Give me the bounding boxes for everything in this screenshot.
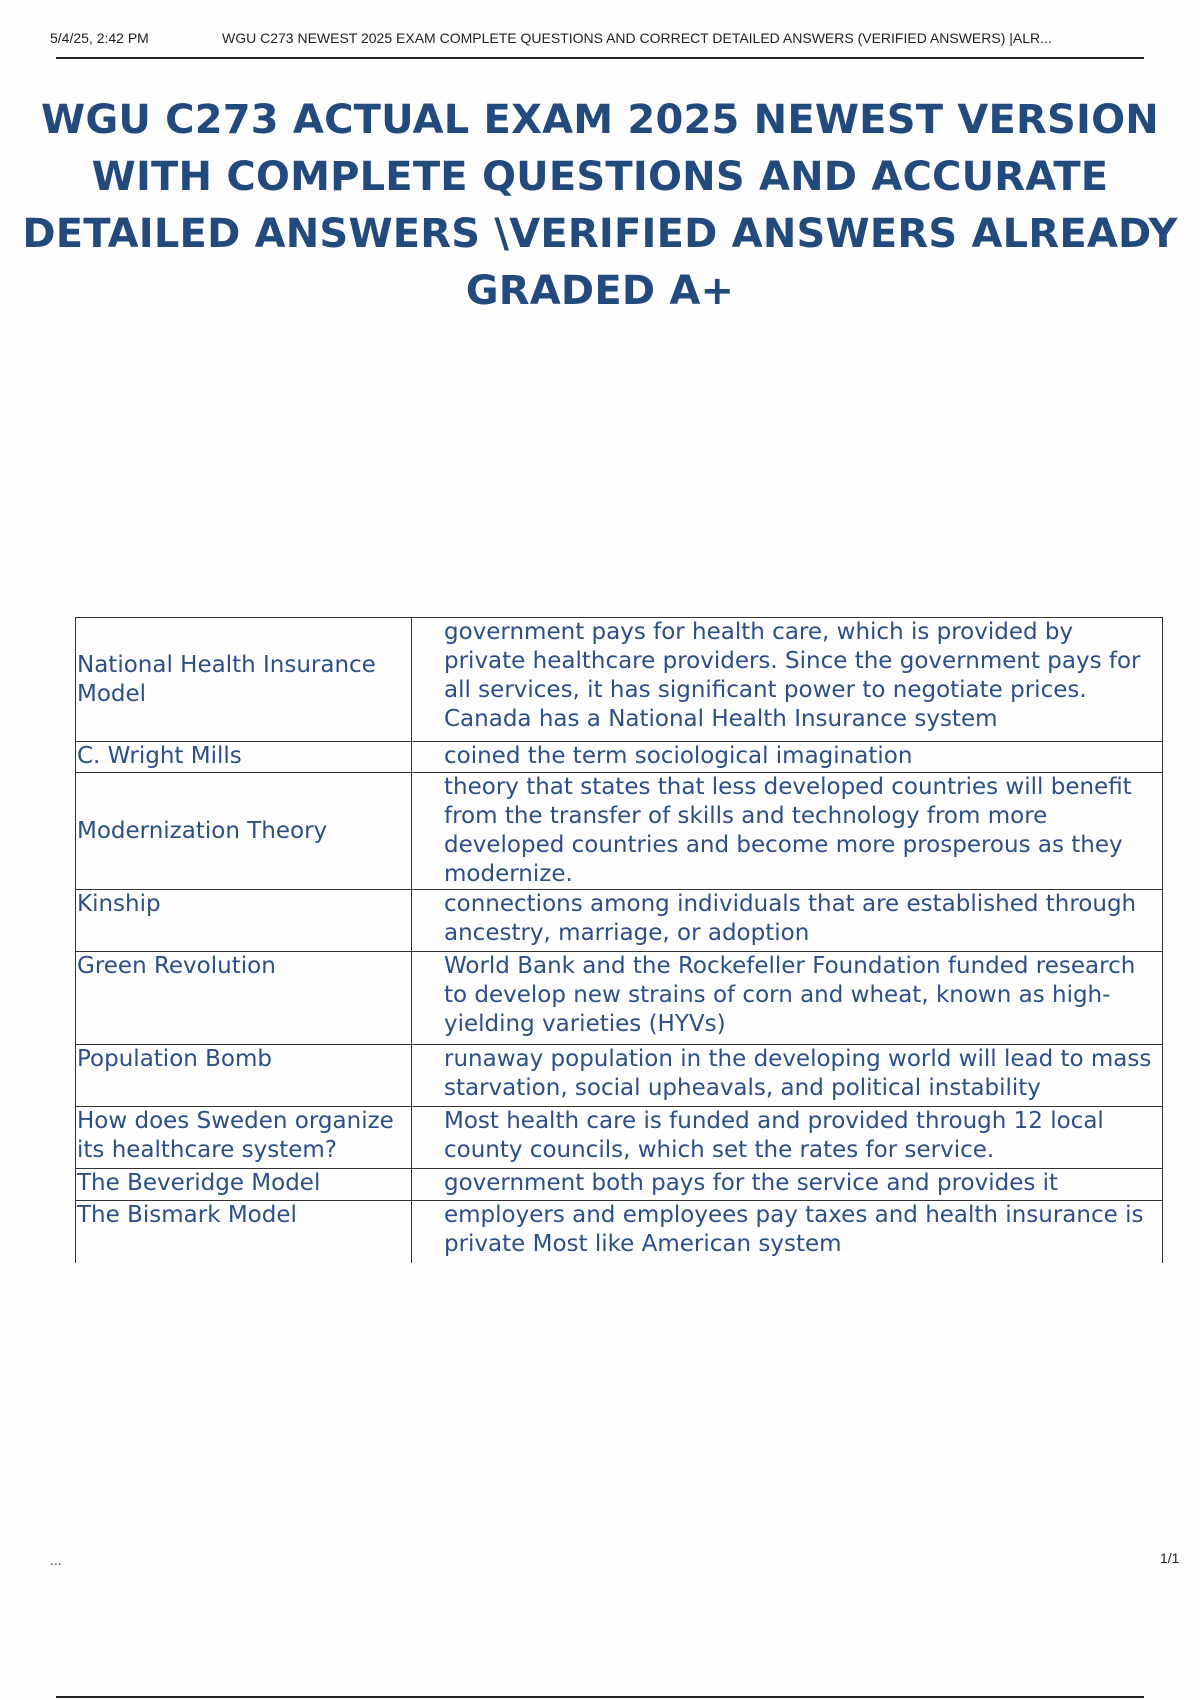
table-row: [76, 1201, 1163, 1263]
print-header: [50, 28, 1180, 50]
table-row: [76, 890, 1163, 952]
table-row: [76, 1169, 1163, 1201]
print-document-title: WGU C273 NEWEST 2025 EXAM COMPLETE QUESTIONS AND CORRECT DETAILED ANSWERS (VERIFIED ANSWERS) |ALR...: [222, 30, 1052, 46]
print-timestamp: 5/4/25, 2:42 PM: [50, 30, 149, 46]
table-row: [76, 952, 1163, 1045]
definition-cell: World Bank and the Rockefeller Foundation funded research to develop new strains of corn and wheat, known as high-yielding varieties (HYVs): [412, 952, 1163, 1045]
term-cell: The Bismark Model: [76, 1201, 412, 1263]
footer-ellipsis: ...: [50, 1552, 62, 1568]
page-title-line: DETAILED ANSWERS \VERIFIED ANSWERS ALREADY: [22, 211, 1178, 257]
definition-cell: government pays for health care, which is provided by private healthcare providers. Since the government pays for all services, it has significant power to negotiate prices. Canada has a National Health Insurance system: [412, 618, 1163, 742]
table-row: [76, 1107, 1163, 1169]
page-number: 1/1: [1160, 1550, 1180, 1566]
header-divider: [56, 57, 1144, 59]
definition-cell: coined the term sociological imagination: [412, 742, 1163, 773]
term-cell: National Health Insurance Model: [76, 618, 412, 742]
page-title-line: WITH COMPLETE QUESTIONS AND ACCURATE: [91, 154, 1109, 200]
term-cell: Green Revolution: [76, 952, 412, 1045]
term-cell: The Beveridge Model: [76, 1169, 412, 1201]
definition-cell: government both pays for the service and provides it: [412, 1169, 1163, 1201]
definition-cell: connections among individuals that are established through ancestry, marriage, or adoption: [412, 890, 1163, 952]
footer-divider: [56, 1696, 1144, 1698]
definition-cell: employers and employees pay taxes and health insurance is private Most like American system: [412, 1201, 1163, 1263]
table-row: [76, 1045, 1163, 1107]
table-row: [76, 618, 1163, 742]
term-cell: Kinship: [76, 890, 412, 952]
page-title: [20, 92, 1180, 320]
term-cell: Population Bomb: [76, 1045, 412, 1107]
definition-cell: Most health care is funded and provided through 12 local county councils, which set the rates for service.: [412, 1107, 1163, 1169]
page-title-line: GRADED A+: [465, 268, 735, 314]
page-title-line: WGU C273 ACTUAL EXAM 2025 NEWEST VERSION: [41, 97, 1159, 143]
term-cell: Modernization Theory: [76, 773, 412, 890]
definition-cell: runaway population in the developing world will lead to mass starvation, social upheavals, and political instability: [412, 1045, 1163, 1107]
term-cell: C. Wright Mills: [76, 742, 412, 773]
term-cell: How does Sweden organize its healthcare system?: [76, 1107, 412, 1169]
definition-cell: theory that states that less developed countries will benefit from the transfer of skills and technology from more developed countries and become more prosperous as they modernize.: [412, 773, 1163, 890]
table-row: [76, 773, 1163, 890]
table-row: [76, 742, 1163, 773]
flashcard-table: [75, 617, 1163, 1263]
